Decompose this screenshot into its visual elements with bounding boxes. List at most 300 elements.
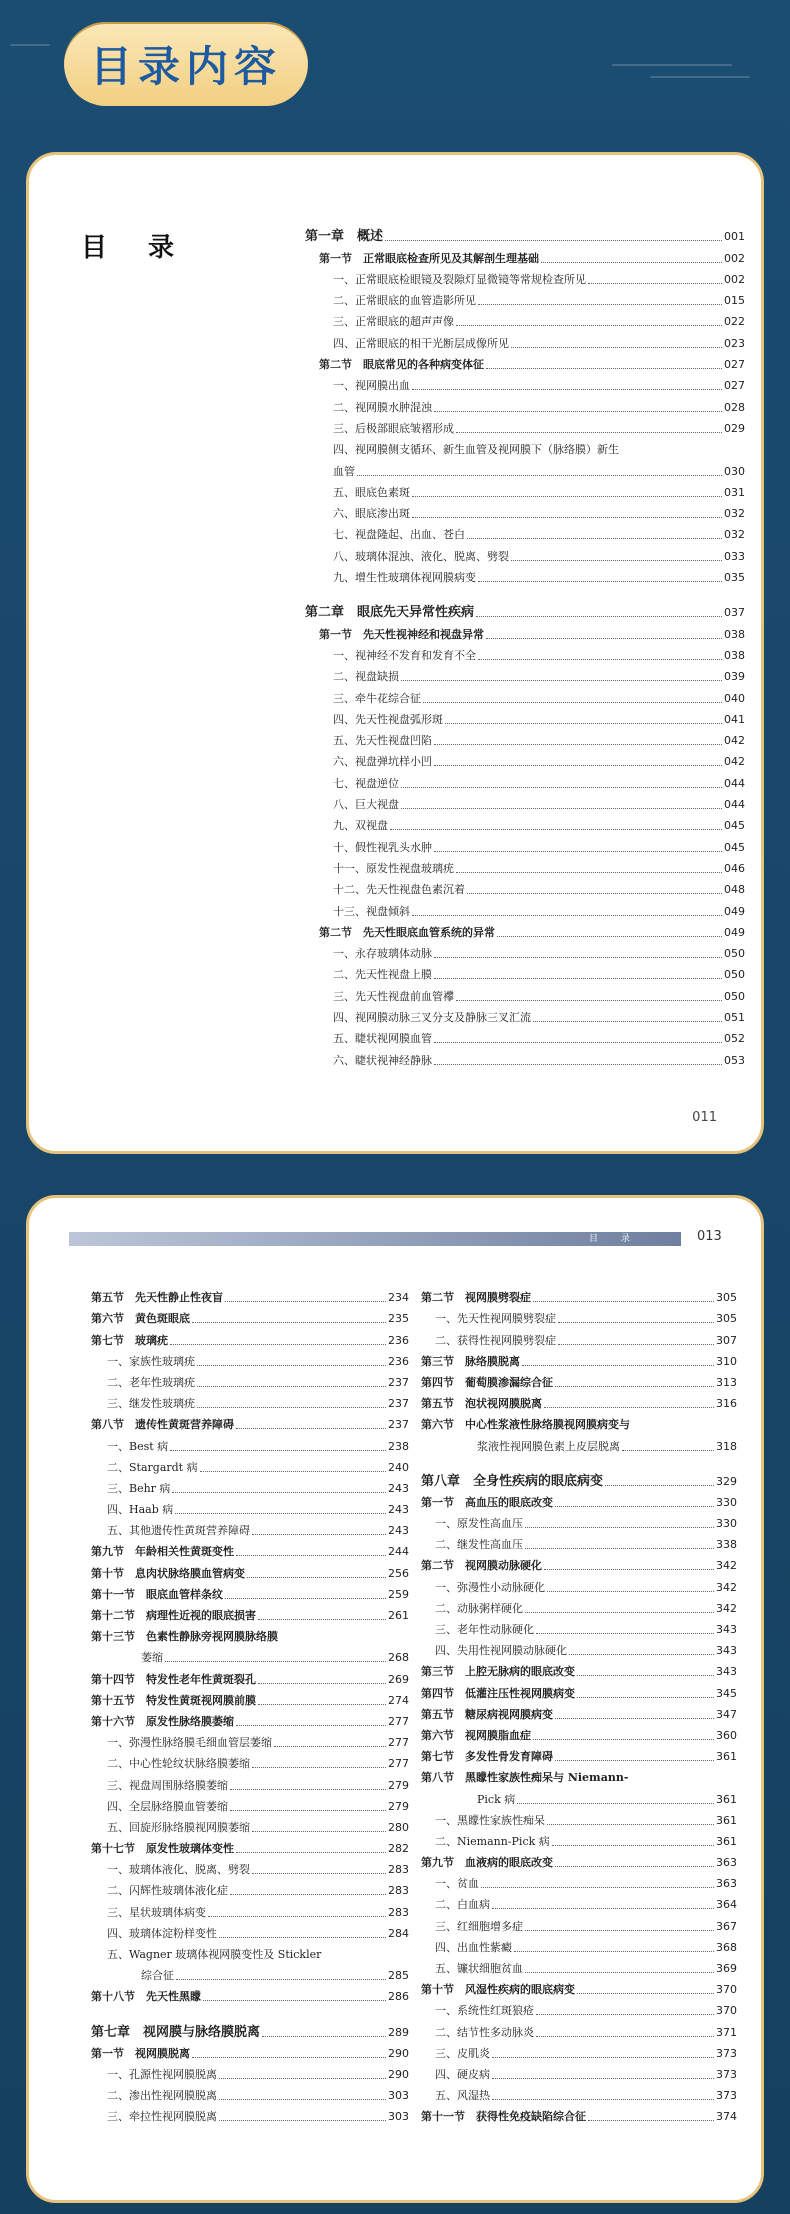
leader-dots [544, 1407, 714, 1408]
leader-dots [258, 1619, 386, 1620]
toc-entry-title: 第四节 葡萄膜渗漏综合征 [421, 1375, 553, 1389]
toc-entry-item [91, 1390, 409, 1411]
toc-entry-section [91, 1411, 409, 1432]
toc-entry-title: 四、玻璃体淀粉样变性 [107, 1926, 217, 1940]
toc-entry-cont [91, 1962, 409, 1983]
leader-dots [492, 2099, 714, 2100]
leader-dots [423, 702, 722, 703]
toc-entry-title: 二、动脉粥样硬化 [435, 1601, 523, 1615]
toc-entry-page: 038 [724, 648, 745, 662]
toc-entry-item [421, 1573, 737, 1594]
toc-entry-item [91, 1454, 409, 1475]
toc-entry-title: 第十一节 获得性免疫缺陷综合征 [421, 2110, 586, 2124]
toc-entry-title: 第十五节 特发性黄斑视网膜前膜 [91, 1693, 256, 1707]
toc-entry-title: 第一节 先天性视神经和视盘异常 [319, 627, 484, 641]
toc-entry-page: 330 [716, 1517, 737, 1531]
toc-entry-item [421, 1934, 737, 1955]
leader-dots [434, 411, 722, 412]
toc-entry-item [305, 1004, 745, 1025]
leader-dots [525, 1527, 714, 1528]
toc-entry-page: 279 [388, 1778, 409, 1792]
toc-entry-title: 七、视盘逆位 [333, 776, 399, 790]
leader-dots [533, 1301, 714, 1302]
toc-entry-title: 二、中心性轮纹状脉络膜萎缩 [107, 1757, 250, 1771]
leader-dots [197, 1365, 386, 1366]
toc-entry-title: 九、增生性玻璃体视网膜病变 [333, 571, 476, 585]
toc-entry-page: 015 [724, 294, 745, 308]
toc-entry-page: 041 [724, 712, 745, 726]
toc-entry-title: 血管 [333, 464, 355, 478]
leader-dots [492, 1908, 714, 1909]
toc-entry-title: 二、视网膜水肿混浊 [333, 400, 432, 414]
toc-entry-section [421, 1701, 737, 1722]
leader-dots [230, 1894, 386, 1895]
toc-entry-item [421, 1997, 737, 2018]
toc-entry-page: 316 [716, 1397, 737, 1411]
toc-entry-item [421, 1595, 737, 1616]
toc-entry-page: 373 [716, 2089, 737, 2103]
leader-dots [412, 517, 722, 518]
leader-dots [577, 1993, 714, 1994]
toc-entry-section [91, 1687, 409, 1708]
toc-entry-item [421, 1955, 737, 1976]
toc-entry-title: 第二章 眼底先天异常性疾病 [305, 605, 475, 621]
toc-entry-page: 310 [716, 1354, 737, 1368]
toc-entry-page: 303 [388, 2110, 409, 2124]
toc-entry-title: 三、后极部眼底皱褶形成 [333, 421, 454, 435]
toc-entry-page: 243 [388, 1524, 409, 1538]
toc-entry-chapter [305, 599, 745, 620]
leader-dots [456, 432, 722, 433]
toc-entry-page: 286 [388, 1990, 409, 2004]
toc-entry-title: 第二节 眼底常见的各种病变体征 [319, 358, 484, 372]
leader-dots [225, 1598, 386, 1599]
toc-entry-page: 037 [724, 606, 745, 620]
toc-entry-item [305, 436, 745, 457]
leader-dots [219, 1937, 386, 1938]
toc-entry-page: 370 [716, 1983, 737, 1997]
toc-entry-title: 五、眼底色素斑 [333, 485, 410, 499]
leader-dots [605, 1485, 714, 1486]
toc-entry-item [91, 1432, 409, 1453]
toc-entry-item [91, 2061, 409, 2082]
toc-entry-title: 第十七节 原发性玻璃体变性 [91, 1842, 234, 1856]
toc-entry-item [305, 521, 745, 542]
leader-dots [434, 851, 722, 852]
leader-dots [525, 1612, 714, 1613]
toc-entry-section [91, 1623, 409, 1644]
toc-entry-cont [421, 1785, 737, 1806]
toc-entry-item [421, 1305, 737, 1326]
toc-entry-page: 313 [716, 1375, 737, 1389]
leader-dots [208, 1916, 386, 1917]
toc-entry-title: 四、失用性视网膜动脉硬化 [435, 1644, 567, 1658]
toc-entry-section [421, 1284, 737, 1305]
toc-entry-page: 343 [716, 1623, 737, 1636]
toc-entry-page: 307 [716, 1333, 737, 1347]
leader-dots [555, 1866, 714, 1867]
toc-entry-item [305, 393, 745, 414]
toc-entry-title: 第三节 脉络膜脱离 [421, 1354, 520, 1368]
toc-entry-section [421, 1390, 737, 1411]
toc-entry-title: 四、全层脉络膜血管萎缩 [107, 1799, 228, 1813]
toc-entry-page: 033 [724, 549, 745, 563]
spacer [305, 585, 745, 599]
toc-entry-page: 045 [724, 840, 745, 854]
toc-entry-item [305, 706, 745, 727]
leader-dots [486, 368, 722, 369]
toc-entry-title: 二、结节性多动脉炎 [435, 2025, 534, 2039]
decor-wave [612, 64, 732, 66]
leader-dots [219, 2099, 386, 2100]
toc-entry-item [91, 1877, 409, 1898]
toc-entry-page: 053 [724, 1053, 745, 1067]
toc-entry-page: 305 [716, 1312, 737, 1326]
toc-entry-page: 368 [716, 1940, 737, 1954]
toc-entry-item [421, 1510, 737, 1531]
toc-entry-page: 243 [388, 1503, 409, 1517]
toc-entry-title: 第十二节 病理性近视的眼底损害 [91, 1609, 256, 1622]
leader-dots [486, 638, 722, 639]
toc-entry-section [421, 1369, 737, 1390]
toc-entry-page: 364 [716, 1898, 737, 1912]
toc-entry-title: 三、视盘周围脉络膜萎缩 [107, 1778, 228, 1792]
toc-entry-title: 第八节 黑矇性家族性痴呆与 Niemann- [421, 1771, 629, 1785]
toc-entry-page: 031 [724, 485, 745, 499]
toc-entry-title: 第十六节 原发性脉络膜萎缩 [91, 1714, 234, 1728]
leader-dots [357, 475, 722, 476]
leader-dots [172, 1492, 386, 1493]
toc-entry-title: 二、Stargardt 病 [107, 1460, 198, 1474]
toc-entry-title: 二、获得性视网膜劈裂症 [435, 1333, 556, 1347]
toc-page-card-2 [26, 1195, 764, 2203]
toc-entry-page: 343 [716, 1644, 737, 1658]
leader-dots [170, 1450, 386, 1451]
toc-entry-page: 027 [724, 358, 745, 372]
leader-dots [544, 1569, 714, 1570]
toc-entry-title: 八、巨大视盘 [333, 798, 399, 812]
leader-dots [412, 496, 722, 497]
leader-dots [412, 915, 722, 916]
leader-dots [622, 1450, 714, 1451]
toc-entry-title: 四、先天性视盘弧形斑 [333, 712, 443, 726]
toc-entry-page: 363 [716, 1877, 737, 1891]
toc-entry-page: 237 [388, 1397, 409, 1411]
toc-entry-title: 第五节 泡状视网膜脱离 [421, 1397, 542, 1411]
leader-dots [533, 1021, 722, 1022]
toc-entry-page: 049 [724, 904, 745, 918]
banner-title: 目录内容 [89, 42, 282, 91]
toc-entry-title: 第一节 正常眼底检查所见及其解剖生理基础 [319, 251, 539, 265]
toc-entry-title: 四、视网膜动脉三叉分支及静脉三叉汇流 [333, 1010, 531, 1024]
toc-entry-item [421, 1912, 737, 1933]
toc-entry-item [305, 982, 745, 1003]
toc-entry-page: 039 [724, 670, 745, 684]
leader-dots [536, 1633, 714, 1634]
toc-entry-section [421, 1552, 737, 1573]
toc-entry-title: 第九节 血液病的眼底改变 [421, 1856, 553, 1870]
leader-dots [445, 723, 722, 724]
toc-entry-page: 285 [388, 1969, 409, 1983]
leader-dots [252, 1873, 386, 1874]
toc-entry-title: 第二节 视网膜动脉硬化 [421, 1559, 542, 1573]
toc-entry-section [305, 244, 745, 265]
toc-entry-title: 六、睫状视神经静脉 [333, 1053, 432, 1067]
toc-entry-page: 361 [716, 1834, 737, 1848]
leader-dots [434, 1064, 722, 1065]
toc-entry-title: 第十一节 眼底血管样条纹 [91, 1587, 223, 1601]
toc-heading: 目 录 [81, 233, 191, 263]
toc-entry-page: 237 [388, 1418, 409, 1432]
toc-entry-title: 一、黑矇性家族性痴呆 [435, 1813, 545, 1827]
leader-dots [588, 2120, 714, 2121]
toc-entry-item [305, 748, 745, 769]
leader-dots [577, 1697, 714, 1698]
leader-dots [511, 560, 722, 561]
toc-entry-page: 044 [724, 776, 745, 790]
toc-entry-item [421, 1807, 737, 1828]
toc-entry-page: 052 [724, 1032, 745, 1046]
toc-entry-page: 045 [724, 819, 745, 833]
toc-entry-title: 十、假性视乳头水肿 [333, 840, 432, 854]
toc-entry-title: 十三、视盘倾斜 [333, 904, 410, 918]
toc-entry-title: 一、弥漫性脉络膜毛细血管层萎缩 [107, 1736, 272, 1750]
decor-wave [10, 44, 50, 46]
toc-entry-page: 361 [716, 1750, 737, 1764]
toc-entry-page: 259 [388, 1587, 409, 1601]
leader-dots [478, 659, 722, 660]
leader-dots [536, 2036, 714, 2037]
leader-dots [569, 1654, 714, 1655]
toc-entry-item [421, 1326, 737, 1347]
toc-entry-page: 023 [724, 336, 745, 350]
toc-entry-page: 028 [724, 400, 745, 414]
leader-dots [236, 1725, 386, 1726]
toc-entry-title: 第一章 概述 [305, 229, 384, 245]
toc-entry-item [91, 1369, 409, 1390]
toc-entry-title: 八、玻璃体混浊、液化、脱离、劈裂 [333, 549, 509, 563]
toc-entry-item [305, 642, 745, 663]
toc-entry-item [305, 663, 745, 684]
toc-entry-title: 一、永存玻璃体动脉 [333, 947, 432, 961]
toc-entry-section [421, 1658, 737, 1679]
leader-dots [175, 1513, 386, 1514]
toc-entry-item [91, 1793, 409, 1814]
leader-dots [555, 1386, 714, 1387]
toc-entry-section [421, 1411, 737, 1432]
toc-entry-page: 284 [388, 1926, 409, 1940]
running-header-label: 目 录 [589, 1234, 640, 1244]
toc-entry-title: 三、红细胞增多症 [435, 1919, 523, 1933]
toc-entry-page: 234 [388, 1291, 409, 1305]
leader-dots [434, 957, 722, 958]
toc-right-column [421, 1284, 737, 2124]
toc-entry-item [305, 940, 745, 961]
toc-entry-item [305, 769, 745, 790]
toc-entry-cont [421, 1432, 737, 1453]
toc-entry-page: 022 [724, 315, 745, 329]
leader-dots [262, 2036, 386, 2037]
leader-dots [230, 1810, 386, 1811]
leader-dots [236, 1852, 386, 1853]
toc-entry-title: 第六节 黄色斑眼底 [91, 1312, 190, 1326]
toc-entry-page: 283 [388, 1863, 409, 1877]
toc-entry-page: 330 [716, 1495, 737, 1509]
toc-entry-section [421, 1976, 737, 1997]
leader-dots [497, 936, 722, 937]
toc-entry-title: 十一、原发性视盘玻璃疣 [333, 861, 454, 875]
toc-entry-section [421, 1348, 737, 1369]
toc-entry-item [91, 1496, 409, 1517]
toc-entry-title: 三、继发性玻璃疣 [107, 1397, 195, 1411]
leader-dots [412, 389, 722, 390]
leader-dots [517, 1803, 714, 1804]
leader-dots [219, 2078, 386, 2079]
toc-entry-item [421, 2040, 737, 2061]
toc-entry-item [91, 1729, 409, 1750]
toc-entry-title: 一、Best 病 [107, 1439, 169, 1453]
toc-entry-section [421, 1743, 737, 1764]
toc-entry-page: 048 [724, 883, 745, 897]
toc-entry-title: 六、视盘弹坑样小凹 [333, 755, 432, 769]
toc-entry-cont [91, 1644, 409, 1665]
toc-entry-title: 二、老年性玻璃疣 [107, 1375, 195, 1389]
toc-entry-title: 一、弥漫性小动脉硬化 [435, 1580, 545, 1594]
toc-entry-page: 042 [724, 755, 745, 769]
toc-entry-page: 235 [388, 1312, 409, 1326]
toc-entry-title: 第五节 先天性静止性夜盲 [91, 1291, 223, 1305]
toc-entry-title: 第十节 息肉状脉络膜血管病变 [91, 1566, 245, 1580]
toc-entry-item [421, 1616, 737, 1637]
toc-entry-chapter [91, 2018, 409, 2039]
toc-entry-title: 一、视网膜出血 [333, 379, 410, 393]
toc-entry-page: 303 [388, 2089, 409, 2103]
leader-dots [552, 1845, 714, 1846]
toc-entry-page: 035 [724, 571, 745, 585]
toc-entry-page: 360 [716, 1728, 737, 1742]
toc-entry-title: 第四节 低灌注压性视网膜病变 [421, 1686, 575, 1700]
toc-entry-page: 002 [724, 251, 745, 265]
toc-entry-section [91, 1326, 409, 1347]
toc-entry-item [305, 812, 745, 833]
toc-entry-title: 第七节 多发性骨发育障碍 [421, 1750, 553, 1764]
page-number: 011 [692, 1110, 717, 1125]
toc-entry-item [305, 855, 745, 876]
leader-dots [252, 1831, 386, 1832]
toc-entry-title: 第一节 高血压的眼底改变 [421, 1495, 553, 1509]
toc-entry-title: 四、出血性紫癜 [435, 1940, 512, 1954]
toc-entry-page: 050 [724, 968, 745, 982]
toc-entry-title: 第二节 视网膜劈裂症 [421, 1291, 531, 1305]
leader-dots [525, 1972, 714, 1973]
toc-entry-page: 361 [716, 1792, 737, 1806]
toc-entry-title: 萎缩 [141, 1651, 163, 1665]
toc-entry-title: 三、老年性动脉硬化 [435, 1623, 534, 1636]
toc-entry-title: 三、Behr 病 [107, 1481, 171, 1495]
toc-entry-item [305, 961, 745, 982]
leader-dots [558, 1322, 714, 1323]
toc-entry-title: 四、视网膜侧支循环、新生血管及视网膜下（脉络膜）新生 [333, 443, 619, 457]
toc-entry-item [91, 2103, 409, 2124]
toc-entry-page: 305 [716, 1291, 737, 1305]
toc-entry-item [421, 1891, 737, 1912]
toc-entry-section [91, 1538, 409, 1559]
toc-entry-page: 361 [716, 1813, 737, 1827]
toc-entry-section [421, 1849, 737, 1870]
toc-entry-section [421, 2103, 737, 2124]
toc-entry-section [305, 620, 745, 641]
toc-entry-item [91, 1348, 409, 1369]
toc-entry-page: 370 [716, 2004, 737, 2018]
toc-entry-section [421, 1722, 737, 1743]
toc-entry-title: 第三节 上腔无脉病的眼底改变 [421, 1665, 575, 1679]
toc-entry-page: 290 [388, 2067, 409, 2081]
toc-entry-item [305, 1046, 745, 1067]
toc-entry-item [91, 1475, 409, 1496]
toc-entry-title: 五、先天性视盘凹陷 [333, 734, 432, 748]
leader-dots [533, 1739, 714, 1740]
toc-entry-title: 综合征 [141, 1969, 174, 1983]
toc-entry-title: 二、白血病 [435, 1898, 490, 1912]
leader-dots [478, 304, 722, 305]
toc-entry-section [91, 1835, 409, 1856]
toc-entry-title: 二、Niemann-Pick 病 [435, 1834, 550, 1848]
toc-entry-page: 032 [724, 507, 745, 521]
leader-dots [467, 538, 722, 539]
leader-dots [476, 616, 722, 617]
leader-dots [200, 1471, 386, 1472]
leader-dots [385, 240, 722, 241]
toc-entry-page: 238 [388, 1439, 409, 1453]
toc-entry-page: 363 [716, 1856, 737, 1870]
toc-entry-section [421, 1764, 737, 1785]
toc-entry-item [421, 2061, 737, 2082]
toc-entry-title: 三、先天性视盘前血管襻 [333, 989, 454, 1003]
leader-dots [252, 1534, 386, 1535]
toc-entry-title: 三、牵牛花综合征 [333, 691, 421, 705]
toc-entry-item [421, 2082, 737, 2103]
toc-entry-title: 五、Wagner 玻璃体视网膜变性及 Stickler [107, 1948, 322, 1961]
toc-entry-section [91, 1305, 409, 1326]
toc-entry-item [91, 1856, 409, 1877]
toc-entry-page: 027 [724, 379, 745, 393]
toc-entry-item [305, 1025, 745, 1046]
toc-entry-page: 029 [724, 421, 745, 435]
toc-entry-page: 032 [724, 528, 745, 542]
toc-entry-title: 第二节 先天性眼底血管系统的异常 [319, 925, 495, 939]
toc-entry-item [305, 727, 745, 748]
toc-entry-item [305, 564, 745, 585]
toc-entry-title: 第六节 视网膜脂血症 [421, 1728, 531, 1742]
page-number: 013 [697, 1229, 722, 1244]
toc-entry-title: 第七章 视网膜与脉络膜脱离 [91, 2024, 261, 2040]
toc-entry-title: 第十三节 色素性静脉旁视网膜脉络膜 [91, 1630, 278, 1644]
toc-entry-title: 一、玻璃体液化、脱离、劈裂 [107, 1863, 250, 1877]
toc-entry-item [305, 266, 745, 287]
toc-entry-item [305, 791, 745, 812]
toc-entry-item [91, 1814, 409, 1835]
toc-entry-page: 342 [716, 1601, 737, 1615]
leader-dots [203, 2000, 386, 2001]
leader-dots [401, 787, 722, 788]
toc-entry-page: 371 [716, 2025, 737, 2039]
leader-dots [192, 1322, 386, 1323]
toc-entry-page: 038 [724, 627, 745, 641]
toc-entry-title: 一、视神经不发育和发育不全 [333, 648, 476, 662]
leader-dots [577, 1675, 714, 1676]
toc-entry-page: 277 [388, 1757, 409, 1771]
toc-entry-page: 289 [388, 2025, 409, 2039]
